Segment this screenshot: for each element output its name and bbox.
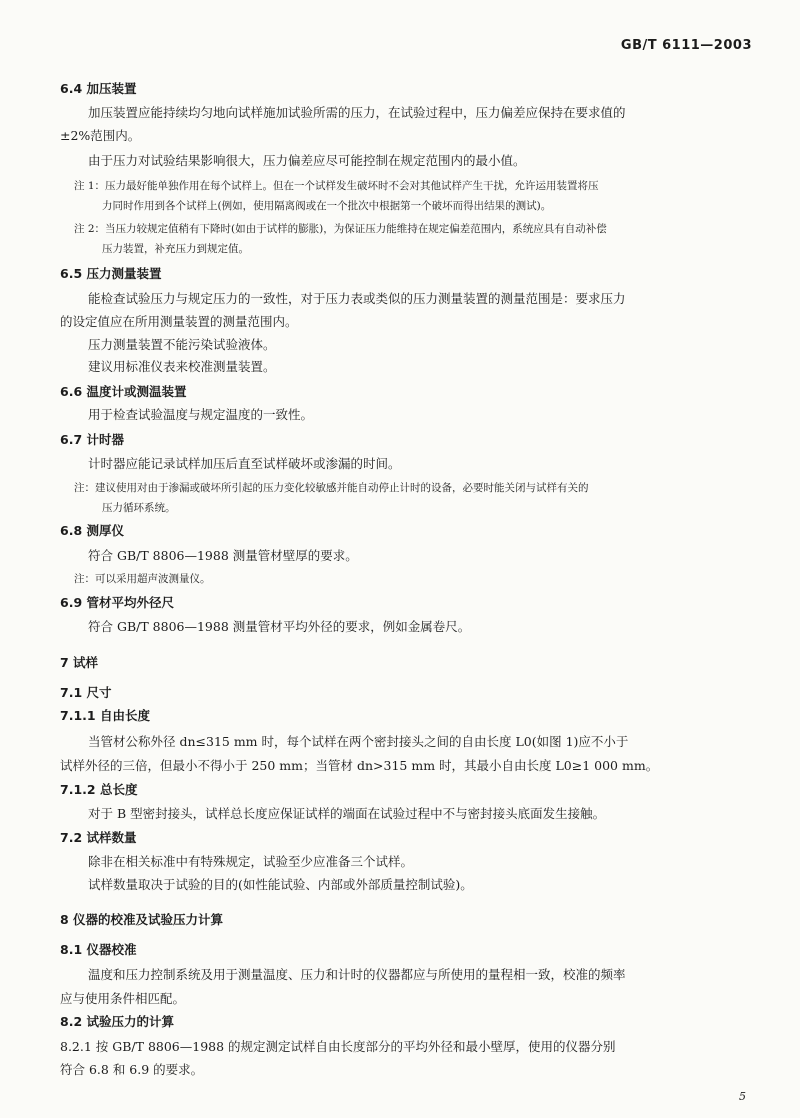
section-heading: 7.1.1 自由长度	[60, 708, 150, 723]
body-text: 温度和压力控制系统及用于测量温度、压力和计时的仪器都应与所使用的量程相一致，校准的频率	[88, 967, 626, 982]
section-heading: 6.8 测厚仪	[60, 523, 124, 538]
body-text: 应与使用条件相匹配。	[60, 991, 186, 1006]
section-heading: 6.9 管材平均外径尺	[60, 595, 174, 610]
section-heading: 6.6 温度计或测温装置	[60, 384, 187, 399]
section-heading: 7 试样	[60, 655, 99, 670]
note-text: 注：建议使用对由于渗漏或破坏所引起的压力变化较敏感并能自动停止计时的设备，必要时能关闭与试样有关的	[74, 482, 589, 494]
section-heading: 8.2 试验压力的计算	[60, 1014, 174, 1029]
note-text: 压力装置，补充压力到规定值。	[102, 243, 249, 255]
body-text: 建议用标准仪表来校准测量装置。	[88, 359, 276, 374]
body-text: 试样外径的三倍，但最小不得小于 250 mm；当管材 dn>315 mm 时，其最小自由长度 L0≥1 000 mm。	[60, 758, 659, 773]
standard-code: GB/T 6111—2003	[620, 38, 752, 53]
section-heading: 8 仪器的校准及试验压力计算	[60, 912, 224, 927]
section-heading: 7.1 尺寸	[60, 685, 112, 700]
page-number: 5	[739, 1090, 746, 1103]
section-heading: 7.1.2 总长度	[60, 782, 138, 797]
body-text: 对于 B 型密封接头，试样总长度应保证试样的端面在试验过程中不与密封接头底面发生接触。	[88, 806, 606, 821]
body-text: 的设定值应在所用测量装置的测量范围内。	[60, 314, 298, 329]
note-text: 注：可以采用超声波测量仪。	[74, 573, 211, 585]
body-text: 计时器应能记录试样加压后直至试样破坏或渗漏的时间。	[88, 456, 401, 471]
body-text: 由于压力对试验结果影响很大，压力偏差应尽可能控制在规定范围内的最小值。	[88, 153, 526, 168]
note-text: 力同时作用到各个试样上(例如，使用隔离阀或在一个批次中根据第一个破坏而得出结果的测试)。	[102, 200, 552, 212]
body-text: ±2%范围内。	[60, 128, 141, 143]
body-text: 压力测量装置不能污染试验液体。	[88, 337, 276, 352]
note-text: 注 1：压力最好能单独作用在每个试样上。但在一个试样发生破坏时不会对其他试样产生干扰，允许运用装置将压	[74, 180, 599, 192]
section-heading: 6.7 计时器	[60, 432, 124, 447]
body-text: 除非在相关标准中有特殊规定，试验至少应准备三个试样。	[88, 854, 414, 869]
body-text: 符合 GB/T 8806—1988 测量管材平均外径的要求，例如金属卷尺。	[88, 619, 471, 634]
body-text: 用于检查试验温度与规定温度的一致性。	[88, 407, 314, 422]
body-text: 符合 6.8 和 6.9 的要求。	[60, 1062, 204, 1077]
body-text: 符合 GB/T 8806—1988 测量管材壁厚的要求。	[88, 548, 358, 563]
note-text: 压力循环系统。	[102, 502, 176, 514]
section-heading: 7.2 试样数量	[60, 830, 137, 845]
section-heading: 8.1 仪器校准	[60, 942, 137, 957]
section-heading: 6.5 压力测量装置	[60, 266, 162, 281]
section-heading: 6.4 加压装置	[60, 81, 137, 96]
body-text: 能检查试验压力与规定压力的一致性，对于压力表或类似的压力测量装置的测量范围是：要求压力	[88, 291, 626, 306]
body-text: 试样数量取决于试验的目的(如性能试验、内部或外部质量控制试验)。	[88, 877, 473, 892]
body-text: 8.2.1 按 GB/T 8806—1988 的规定测定试样自由长度部分的平均外径和最小壁厚，使用的仪器分别	[60, 1039, 616, 1054]
body-text: 加压装置应能持续均匀地向试样施加试验所需的压力，在试验过程中，压力偏差应保持在要求值的	[88, 105, 626, 120]
body-text: 当管材公称外径 dn≤315 mm 时，每个试样在两个密封接头之间的自由长度 L0(如图 1)应不小于	[88, 734, 629, 749]
note-text: 注 2：当压力较规定值稍有下降时(如由于试样的膨胀)，为保证压力能维持在规定偏差范围内，系统应具有自动补偿	[74, 223, 607, 235]
